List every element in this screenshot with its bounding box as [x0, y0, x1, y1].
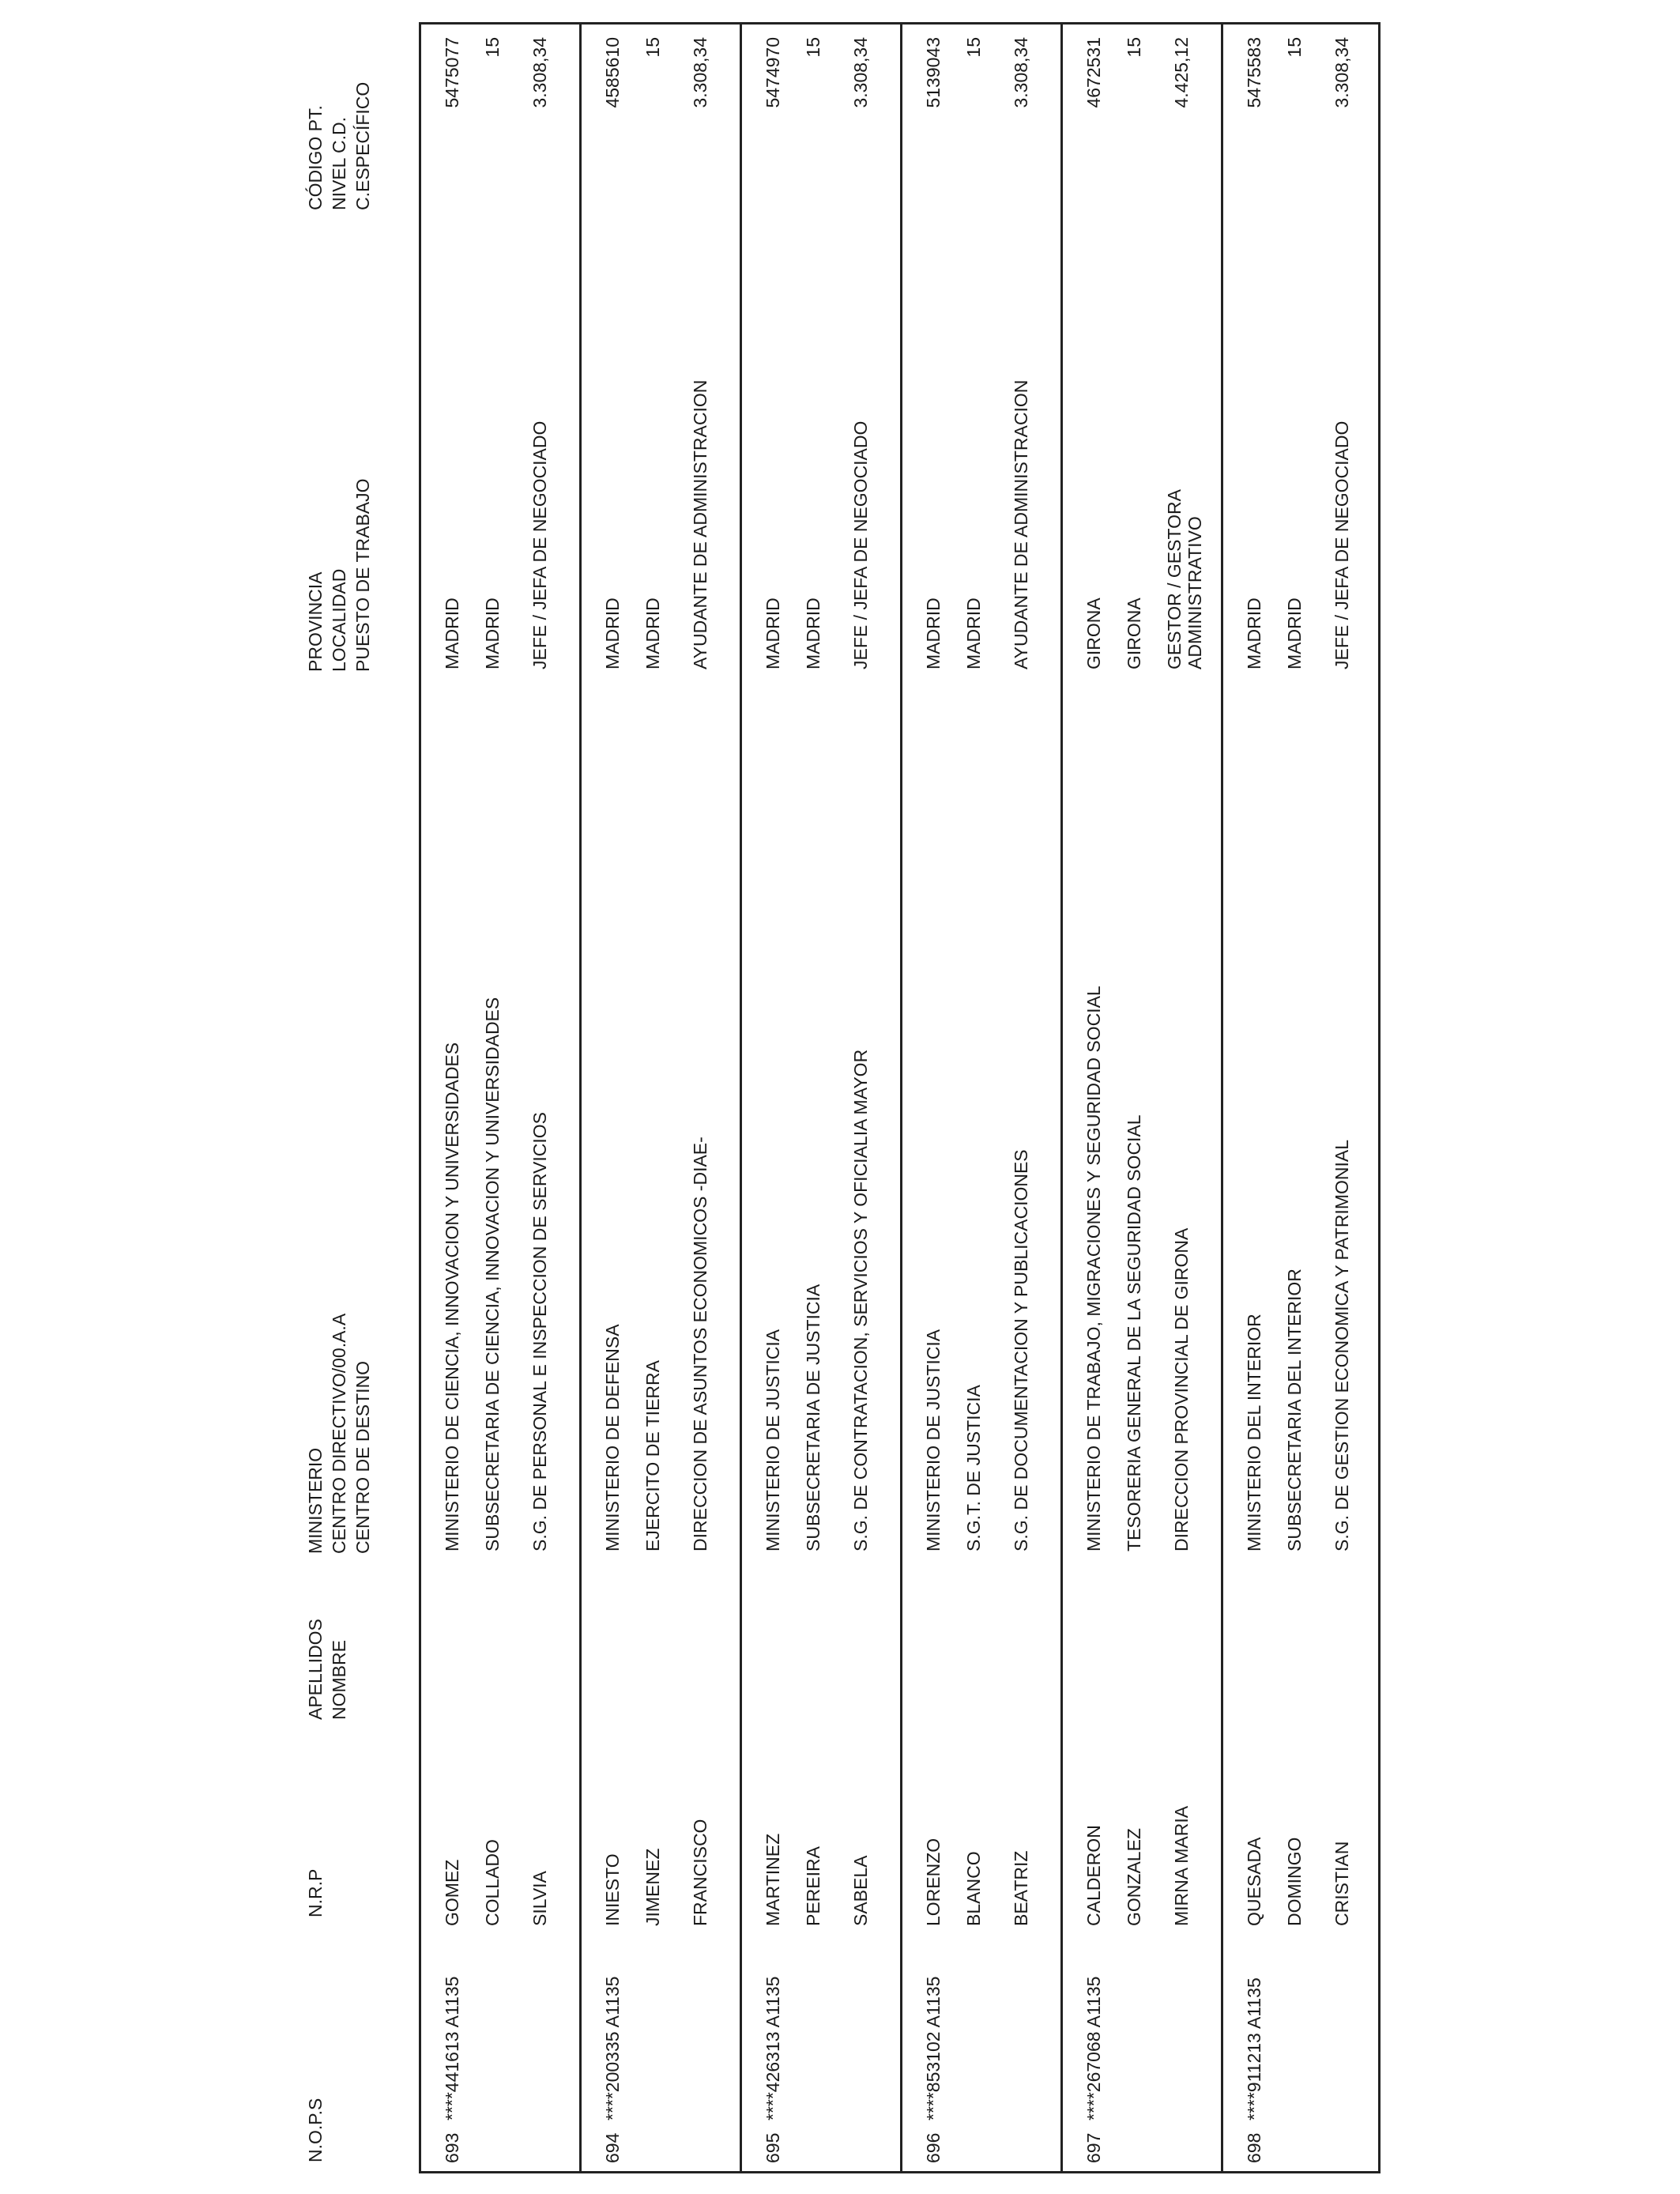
header-centro-destino-line: CENTRO DE DESTINO — [352, 1360, 373, 1554]
centro-destino-cell: DIRECCION PROVINCIAL DE GIRONA — [1171, 1227, 1192, 1551]
apellido1-cell: LORENZO — [923, 1838, 944, 1926]
header-nrp-label: N.R.P — [305, 1868, 326, 1917]
codigo-cell: 4672531 — [1083, 37, 1104, 108]
nombre-cell: FRANCISCO — [690, 1819, 710, 1926]
nops-cell: 693 — [442, 2132, 462, 2163]
localidad-cell: GIRONA — [1124, 598, 1144, 669]
especifico-cell: 3.308,34 — [529, 37, 550, 108]
nivel-cell: 15 — [1284, 37, 1305, 58]
nrp-cell: ****200335 A1135 — [602, 1976, 623, 2120]
puesto-cell: AYUDANTE DE ADMINISTRACION — [1011, 379, 1031, 669]
apellido2-cell: GONZALEZ — [1124, 1828, 1144, 1926]
nivel-cell: 15 — [1124, 37, 1144, 58]
nivel-cell: 15 — [803, 37, 823, 58]
header-apellidos-line: APELLIDOS — [305, 1619, 326, 1720]
ministerio-cell: MINISTERIO DE JUSTICIA — [923, 1329, 944, 1551]
especifico-cell: 3.308,34 — [690, 37, 710, 108]
header-nops — [303, 2098, 327, 2162]
puesto-cell: JEFE / JEFA DE NEGOCIADO — [529, 420, 550, 669]
header-apellidos — [303, 1619, 351, 1720]
table-row — [902, 25, 1060, 2171]
centro-directivo-cell: SUBSECRETARIA DEL INTERIOR — [1284, 1269, 1305, 1551]
especifico-cell: 3.308,34 — [1011, 37, 1031, 108]
apellido2-cell: DOMINGO — [1284, 1837, 1305, 1926]
header-puesto-line: PUESTO DE TRABAJO — [352, 478, 373, 672]
codigo-cell: 5475077 — [442, 37, 462, 108]
nrp-cell: ****911213 A1135 — [1244, 1977, 1264, 2120]
ministerio-cell: MINISTERIO DE DEFENSA — [602, 1324, 623, 1551]
nrp-cell: ****426313 A1135 — [763, 1976, 783, 2120]
records-table — [419, 22, 1381, 2173]
header-centro-directivo-line: CENTRO DIRECTIVO/00.A.A — [329, 1313, 349, 1554]
puesto-cell: AYUDANTE DE ADMINISTRACION — [690, 379, 710, 669]
puesto-cell-line2: ADMINISTRATIVO — [1185, 516, 1205, 669]
especifico-cell: 3.308,34 — [1332, 37, 1352, 108]
header-localidad-line: LOCALIDAD — [329, 568, 349, 672]
codigo-cell: 5139043 — [923, 37, 944, 108]
centro-destino-cell: S.G. DE CONTRATACION, SERVICIOS Y OFICIALIA MAYOR — [850, 1049, 871, 1551]
codigo-cell: 4585610 — [602, 37, 623, 108]
provincia-cell: MADRID — [763, 598, 783, 669]
apellido1-cell: GOMEZ — [442, 1859, 462, 1926]
nrp-cell: ****441613 A1135 — [442, 1976, 462, 2120]
nrp-cell: ****267068 A1135 — [1083, 1976, 1104, 2120]
centro-directivo-cell: EJERCITO DE TIERRA — [642, 1360, 663, 1551]
nivel-cell: 15 — [963, 37, 984, 58]
provincia-cell: GIRONA — [1083, 598, 1104, 669]
puesto-cell: JEFE / JEFA DE NEGOCIADO — [1332, 420, 1352, 669]
ministerio-cell: MINISTERIO DE CIENCIA, INNOVACION Y UNIVERSIDADES — [442, 1042, 462, 1551]
localidad-cell: MADRID — [1284, 598, 1305, 669]
nombre-cell: BEATRIZ — [1011, 1850, 1031, 1926]
apellido1-cell: MARTINEZ — [763, 1833, 783, 1926]
header-nivel-line: NIVEL C.D. — [329, 116, 349, 210]
header-codigo-line: CÓDIGO PT. — [305, 105, 326, 210]
ministerio-cell: MINISTERIO DE TRABAJO, MIGRACIONES Y SEGURIDAD SOCIAL — [1083, 986, 1104, 1551]
apellido2-cell: BLANCO — [963, 1851, 984, 1926]
nops-cell: 694 — [602, 2132, 623, 2163]
especifico-cell: 3.308,34 — [850, 37, 871, 108]
header-nrp — [303, 1869, 327, 1917]
header-ministerio — [303, 1314, 375, 1554]
centro-destino-cell: S.G. DE DOCUMENTACION Y PUBLICACIONES — [1011, 1149, 1031, 1551]
apellido1-cell: QUESADA — [1244, 1837, 1264, 1926]
nombre-cell: SILVIA — [529, 1871, 550, 1926]
table-row — [582, 25, 740, 2171]
provincia-cell: MADRID — [442, 598, 462, 669]
table-row — [742, 25, 900, 2171]
nombre-cell: CRISTIAN — [1332, 1841, 1352, 1926]
ministerio-cell: MINISTERIO DEL INTERIOR — [1244, 1314, 1264, 1551]
nops-cell: 695 — [763, 2132, 783, 2163]
nombre-cell: SABELA — [850, 1855, 871, 1926]
especifico-cell: 4.425,12 — [1171, 37, 1192, 108]
apellido2-cell: JIMENEZ — [642, 1848, 663, 1926]
table-row — [1223, 25, 1381, 2171]
localidad-cell: MADRID — [963, 598, 984, 669]
header-especifico-line: C.ESPECÍFICO — [352, 81, 373, 210]
localidad-cell: MADRID — [803, 598, 823, 669]
header-provincia — [303, 478, 375, 672]
localidad-cell: MADRID — [482, 598, 503, 669]
nivel-cell: 15 — [482, 37, 503, 58]
centro-directivo-cell: S.G.T. DE JUSTICIA — [963, 1385, 984, 1551]
header-nops-label: N.O.P.S — [305, 2098, 326, 2162]
puesto-cell: JEFE / JEFA DE NEGOCIADO — [850, 420, 871, 669]
table-row — [421, 25, 579, 2171]
provincia-cell: MADRID — [1244, 598, 1264, 669]
apellido2-cell: PEREIRA — [803, 1846, 823, 1926]
centro-directivo-cell: TESORERIA GENERAL DE LA SEGURIDAD SOCIAL — [1124, 1114, 1144, 1551]
nivel-cell: 15 — [642, 37, 663, 58]
apellido1-cell: CALDERON — [1083, 1825, 1104, 1926]
header-provincia-line: PROVINCIA — [305, 571, 326, 672]
nrp-cell: ****853102 A1135 — [923, 1976, 944, 2120]
puesto-cell: GESTOR / GESTORA — [1164, 489, 1185, 669]
localidad-cell: MADRID — [642, 598, 663, 669]
header-codigo — [303, 82, 375, 210]
centro-destino-cell: S.G. DE GESTION ECONOMICA Y PATRIMONIAL — [1332, 1139, 1352, 1551]
provincia-cell: MADRID — [602, 598, 623, 669]
provincia-cell: MADRID — [923, 598, 944, 669]
ministerio-cell: MINISTERIO DE JUSTICIA — [763, 1329, 783, 1551]
centro-directivo-cell: SUBSECRETARIA DE JUSTICIA — [803, 1284, 823, 1551]
codigo-cell: 5475583 — [1244, 37, 1264, 108]
apellido1-cell: INIESTO — [602, 1853, 623, 1926]
table-row — [1063, 25, 1221, 2171]
nombre-cell: MIRNA MARIA — [1171, 1805, 1192, 1926]
codigo-cell: 5474970 — [763, 37, 783, 108]
header-nombre-line: NOMBRE — [329, 1640, 349, 1720]
apellido2-cell: COLLADO — [482, 1839, 503, 1926]
nops-cell: 698 — [1244, 2132, 1264, 2163]
nops-cell: 697 — [1083, 2132, 1104, 2163]
nops-cell: 696 — [923, 2132, 944, 2163]
centro-destino-cell: DIRECCION DE ASUNTOS ECONOMICOS -DIAE- — [690, 1137, 710, 1551]
header-ministerio-line: MINISTERIO — [305, 1447, 326, 1554]
centro-directivo-cell: SUBSECRETARIA DE CIENCIA, INNOVACION Y UNIVERSIDADES — [482, 997, 503, 1551]
centro-destino-cell: S.G. DE PERSONAL E INSPECCION DE SERVICIOS — [529, 1112, 550, 1551]
